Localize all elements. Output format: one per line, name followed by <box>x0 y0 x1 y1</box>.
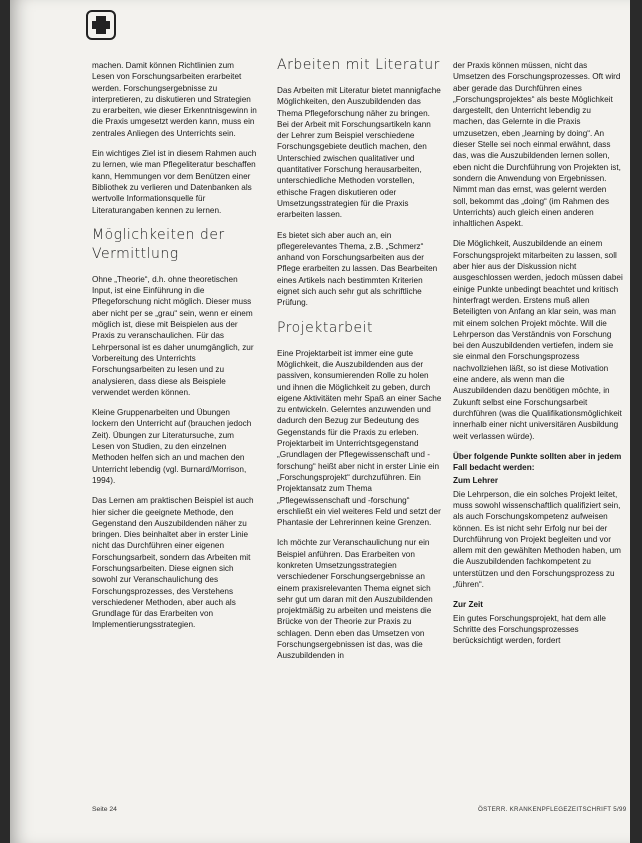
paragraph: Ohne „Theorie“, d.h. ohne theoretischen Input, ist eine Einführung in die Pflegeforschung nicht möglich. Dieser muss aber nicht per se „grau“ sein, wenn er einem möglich ist, diese mit Beispielen aus der Praxis zu veranschaulichen. Für das Lehrpersonal ist es daher unumgänglich, zur Vorbereitung des Unterrichts Forschungsarbeiten zu lesen und zu analysieren, dass diese als Beispiele verwendet werden können. <box>92 274 254 397</box>
section-heading: Möglichkeiten der Vermittlung <box>92 226 225 262</box>
subheading: Zum Lehrer <box>453 476 499 486</box>
paragraph: Die Lehrperson, die ein solches Projekt leitet, muss sowohl wissenschaftlich qualifiziert sein, als auch Forschungskompetenz aufweisen können. Es ist nicht sehr Erfolg nur bei der Durchführung von Projekt begleiten und vor allem mit den gewählten Methoden haben, um die Auszubildenden fachkompetent zu unterstützen und den Forschungsprozess zu „führen“. <box>453 489 621 590</box>
paragraph: Kleine Gruppenarbeiten und Übungen lockern den Unterricht auf (brauchen jedoch Zeit). Übungen zur Literatursuche, zum Lesen von Studien, zu den einzelnen Methoden helfen sich an und machen den Unterricht lebendig (vgl. Burnard/Morrison, 1994). <box>92 408 252 485</box>
column-2 <box>277 57 442 671</box>
paragraph: der Praxis können müssen, nicht das Umsetzen des Forschungsprozesses. Oft wird aber gerade das Durchführen eines „Forschungsprojektes“ als beste Möglichkeit dargestellt, den Unterricht lebendig zu machen, das Gelernte in die Praxis umzusetzen, eben „learning by doing“. An dieser Stelle sei noch einmal erwähnt, dass das, was die Auszubildenden lernen sollen, eben nicht die Durchführung von Projekten ist, sondern die Anwendung von Ergebnissen. Nimmt man das ernst, was gelernt werden soll, bekommt das „doing“ (im Rahmen des Unterrichts) auch gleich einen anderen inhaltlichen Aspekt. <box>453 61 621 229</box>
paragraph: Ein gutes Forschungsprojekt, hat dem alle Schritte des Forschungsprozesses berücksichtigt werden, fordert <box>453 613 606 646</box>
bold-paragraph: Über folgende Punkte sollten aber in jedem Fall bedacht werden: <box>453 451 622 473</box>
column-3 <box>453 60 623 656</box>
document-page <box>10 0 630 843</box>
paragraph: Eine Projektarbeit ist immer eine gute Möglichkeit, die Auszubildenden aus der passiven, konsumierenden Rolle zu holen und ihnen die Möglichkeit zu geben, durch eigene Aktivitäten mehr Spaß an einer Sache zu entwickeln. Gelerntes anzuwenden und dadurch den Bezug zur Bedeutung des Gegenstands für die Praxis zu erleben. Projektarbeit im Unterrichtsgegenstand „Grundlagen der Pflegewissenschaft und -forschung“ heißt aber nicht in erster Linie ein „Forschungsprojekt“ durchzuführen. Ein Projektansatz zum Thema „Pflegewissenschaft und -forschung“ erschließt ein viel weiteres Feld und setzt der Phantasie der Lehrerinnen keine Grenzen. <box>277 348 442 528</box>
paragraph: Die Möglichkeit, Auszubildende an einem Forschungsprojekt mitarbeiten zu lassen, soll aber hier aus der Diskussion nicht ausgeschlossen werden, jedoch müssen dabei einige Punkte unbedingt beachtet und kritisch hinterfragt werden. Erstens muß allen Beteiligten von Anfang an klar sein, was man mit einem solchen Projekt möchte. Will die Lehrperson das Verständnis von Forschung bei den Auszubildenden vertiefen, indem sie sie einmal den Forschungsprozess nachvollziehen läßt, so ist diese Motivation eine andere, als wenn man die Auszubildenden dazu benötigen möchte, in Zukunft selbst eine Forschungsarbeit durchführen (was die Qualifikationsmöglichkeit innerhalb einer nicht universitären Ausbildung weit verlassen würde). <box>453 239 623 441</box>
paragraph: Ich möchte zur Veranschaulichung nur ein Beispiel anführen. Das Erarbeiten von konkreten Umsetzungsstrategien verschiedener Forschungsergebnisse an einem praxisrelevanten Thema eignet sich sehr gut um daran mit den Auszubildenden projektmäßig zu arbeiten und meistens die Brücke von der Theorie zur Praxis zu schlagen. Denn eben das Umsetzen von Forschungsergebnissen ist das, was die Auszubildenden in <box>277 538 433 661</box>
journal-footer: ÖSTERR. KRANKENPFLEGEZEITSCHRIFT 5/99 <box>478 806 627 813</box>
column-1 <box>92 60 257 640</box>
section-heading: Projektarbeit <box>277 319 374 336</box>
cross-logo-icon <box>86 10 116 40</box>
paragraph: Das Lernen am praktischen Beispiel ist auch hier sicher die geeignete Methode, den Gegenstand den Auszubildenden näher zu bringen. Dies beinhaltet aber in erster Linie nicht das Durchführen einer eigenen Forschungsarbeit, sondern das Arbeiten mit Forschungsarbeiten. Diese eignen sich sowohl zur Veranschaulichung des Forschungsprozesses, des Verstehens verschiedener Methoden, aber auch als Grundlage für das Erarbeiten von Implementierungsstrategien. <box>92 496 254 630</box>
section-heading: Arbeiten mit Literatur <box>277 57 440 73</box>
paragraph: machen. Damit können Richtlinien zum Lesen von Forschungsarbeiten erarbeitet werden. Forschungsergebnisse zu interpretieren, zu diskutieren und Strategien zu erarbeiten, wie dieser Erkenntnisgewinn in die Praxis umgesetzt werden kann, muss ein zentrales Anliegen des Unterrichts sein. <box>92 61 257 138</box>
paragraph: Das Arbeiten mit Literatur bietet mannigfache Möglichkeiten, den Auszubildenden das Thema Pflegeforschung näher zu bringen. Bei der Arbeit mit Forschungsartikeln kann der Lehrer zum Beispiel verschiedene Forschungsgebiete deutlich machen, den Unterschied zwischen qualitativer und quantitativer Forschung herausarbeiten, unterschiedliche Methoden vorstellen, ethische Fragen diskutieren oder Umsetzungsstrategien für die Praxis erarbeiten lassen. <box>277 86 441 220</box>
subheading: Zur Zeit <box>453 600 484 610</box>
paragraph: Es bietet sich aber auch an, ein pflegerelevantes Thema, z.B. „Schmerz“ anhand von Forschungsarbeiten aus der Pflege erarbeiten zu lassen. Das Bearbeiten eines Artikels nach bestimmten Kriterien eignet sich auch sehr gut als schriftliche Prüfung. <box>277 230 438 308</box>
paragraph: Ein wichtiges Ziel ist in diesem Rahmen auch zu lernen, wie man Pflegeliteratur beschaffen kann, Hemmungen vor dem Benützen einer Bibliothek zu verlieren und Datenbanken als wertvolle Informationsquelle für Literaturangaben kennen zu lernen. <box>92 149 257 215</box>
page-number: Seite 24 <box>92 806 117 813</box>
